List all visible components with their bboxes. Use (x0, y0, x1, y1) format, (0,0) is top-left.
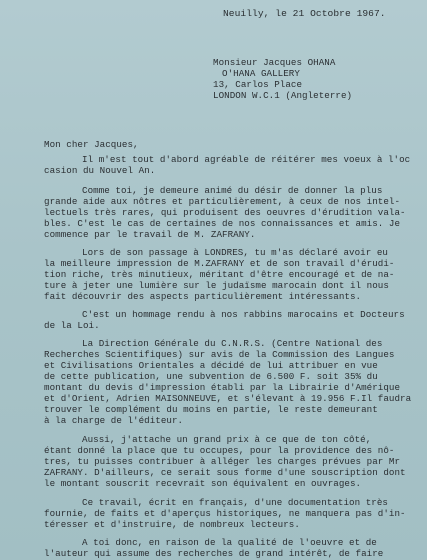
text-line: et Civilisations Orientales a décidé de lui attribuer en vue (44, 360, 378, 371)
recipient-line: LONDON W.C.1 (Angleterre) (213, 90, 353, 101)
text-line: Il m'est tout d'abord agréable de réitérer mes voeux à l'oc (82, 154, 411, 165)
recipient-line: O'HANA GALLERY (222, 68, 300, 79)
text-line: Aussi, j'attache un grand prix à ce que de ton côté, (82, 434, 372, 445)
text-line: tion riche, très minutieux, méritant d'être encouragé et de na- (44, 269, 395, 280)
text-line: de la Loi. (44, 320, 100, 331)
text-line: trouver le complément du moins en partie, le reste demeurant (44, 404, 378, 415)
recipient-line: 13, Carlos Place (213, 79, 303, 90)
text-line: C'est un hommage rendu à nos rabbins marocains et Docteurs (82, 309, 405, 320)
text-line: ture à jeter une lumière sur le judaïsme marocain dont il nous (44, 280, 389, 291)
text-line: le montant souscrit recevrait son équivalent en ouvrages. (44, 478, 362, 489)
text-line: fait découvrir des aspects particulièrement intéressants. (44, 291, 362, 302)
text-line: étant donné la place que tu occupes, pour la providence des nô- (44, 445, 395, 456)
recipient-line: Monsieur Jacques OHANA (213, 57, 336, 68)
text-line: téresser et d'instruire, de nombreux lecteurs. (44, 519, 300, 530)
text-line: tres, tu puisses contribuer à alléger les charges prévues par Mr (44, 456, 401, 467)
text-line: Ce travail, écrit en français, d'une documentation très (82, 497, 388, 508)
text-line: A toi donc, en raison de la qualité de l'oeuvre et de (82, 537, 377, 548)
text-line: La Direction Générale du C.N.R.S. (Centre National des (82, 338, 383, 349)
text-line: montant du devis d'impression établi par la Librairie d'Amérique (44, 382, 401, 393)
text-line: la meilleure impression de M.ZAFRANY et de son travail d'érudi- (44, 258, 395, 269)
text-line: Recherches Scientifiques) sur avis de la Commission des Langues (44, 349, 395, 360)
text-line: et d'Orient, Adrien MAISONNEUVE, et s'élevant à 19.956 F.Il faudra (44, 393, 412, 404)
text-line: à la charge de l'éditeur. (44, 415, 184, 426)
text-line: Comme toi, je demeure animé du désir de donner la plus (82, 185, 383, 196)
text-line: fournie, de faits et d'aperçus historiques, ne manquera pas d'in- (44, 508, 406, 519)
text-line: Lors de son passage à LONDRES, tu m'as déclaré avoir eu (82, 247, 388, 258)
text-line: casion du Nouvel An. (44, 165, 156, 176)
text-line: l'auteur qui assume des recherches de grand intérêt, de faire (44, 548, 384, 559)
text-line: ZAFRANY. D'ailleurs, ce serait sous forme d'une souscription dont (44, 467, 406, 478)
text-line: de cette publication, une subvention de 6.500 F. soit 35% du (44, 371, 378, 382)
text-line: grande aide aux nôtres et particulièrement, à ceux de nos intel- (44, 196, 401, 207)
text-line: commence par le travail de M. ZAFRANY. (44, 229, 256, 240)
text-line: lectuels très rares, qui produisent des oeuvres d'érudition vala- (44, 207, 406, 218)
text-line: bles. C'est le cas de certaines de nos connaissances et amis. Je (44, 218, 401, 229)
salutation: Mon cher Jacques, (44, 139, 139, 150)
letter-date: Neuilly, le 21 Octobre 1967. (223, 8, 386, 19)
